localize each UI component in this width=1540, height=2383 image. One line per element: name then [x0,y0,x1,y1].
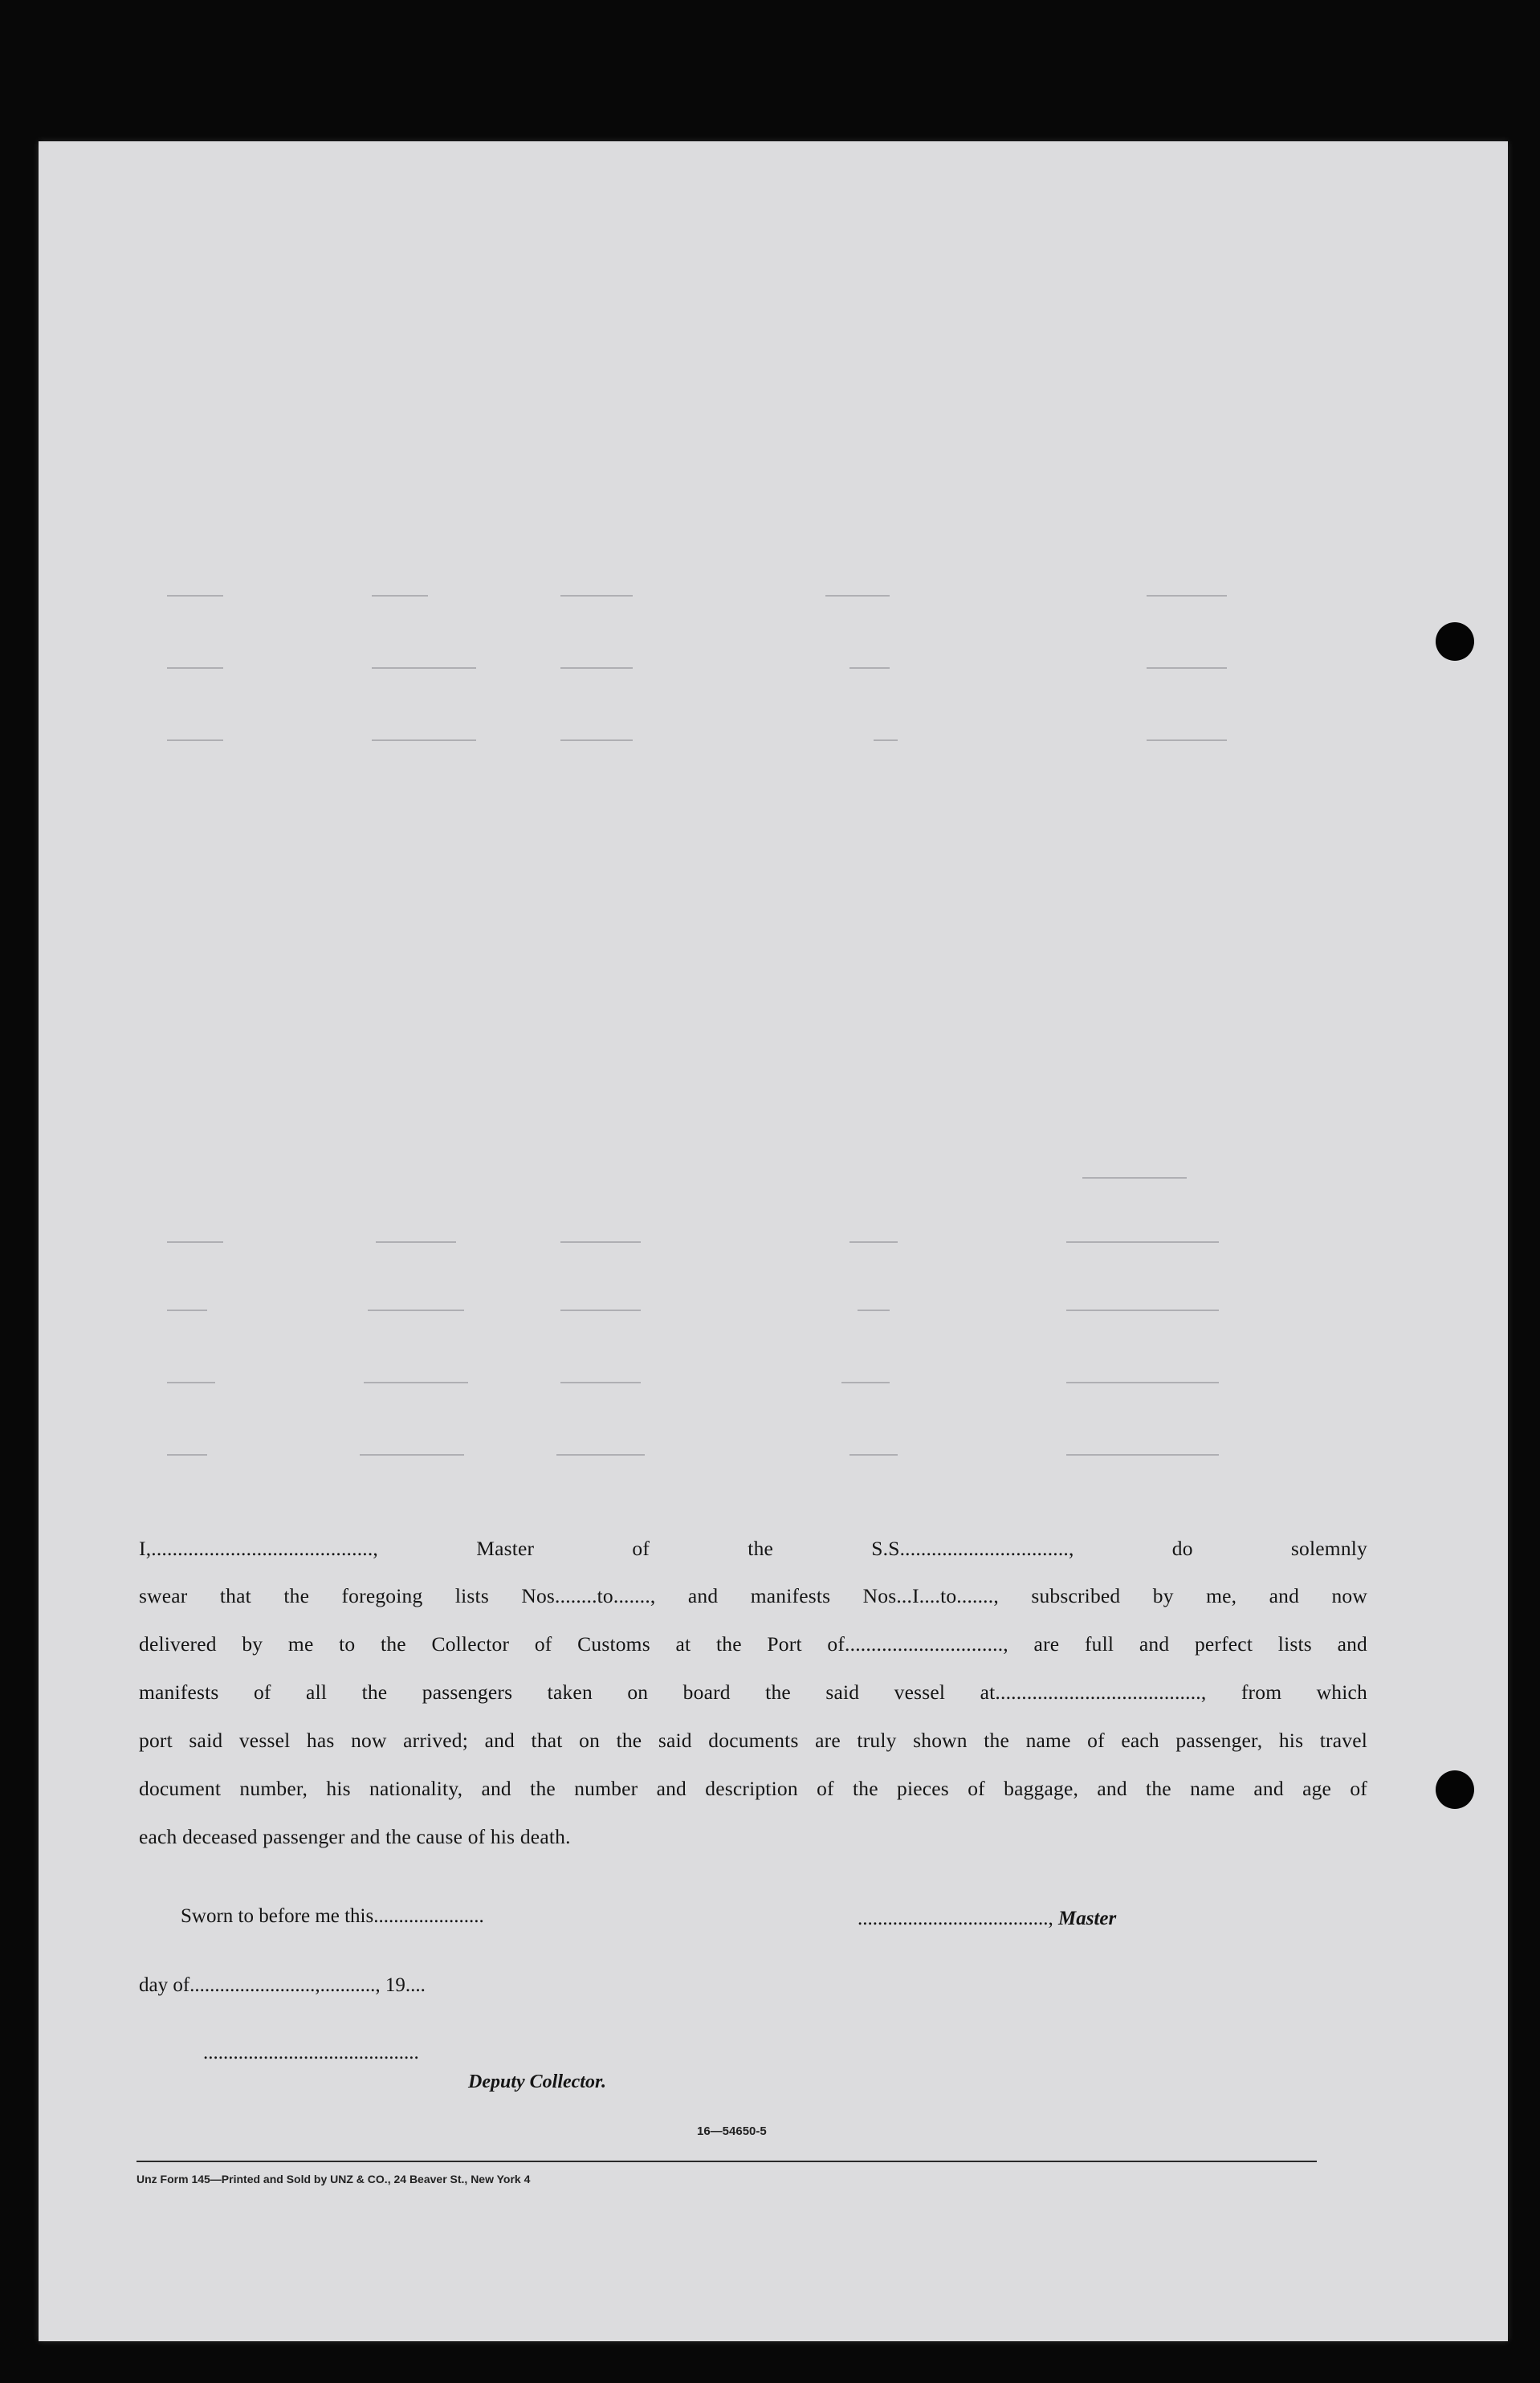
bleed-through-mark [167,595,223,597]
bleed-through-mark [167,667,223,669]
oath-line-6: document number, his nationality, and the number and description of the pieces of baggage, and the name and age of [139,1777,1367,1800]
oath-line-4: manifests of all the passengers taken on board the said vessel at......................................., from which [139,1680,1367,1704]
document-page [39,141,1508,2341]
day-of-line: day of.........................,..........., 19.... [139,1974,426,1996]
oath-line-1: I,.........................................., Master of the S.S................................, do solemnly [139,1537,1367,1560]
oath-line-2: swear that the foregoing lists Nos........to......., and manifests Nos...I....to......., subscribed by me, and now [139,1584,1367,1607]
bleed-through-mark [825,595,890,597]
bleed-through-mark [1066,1241,1219,1243]
punch-hole [1436,1770,1474,1809]
bleed-through-mark [560,595,633,597]
bleed-through-mark [364,1382,468,1383]
bleed-through-mark [368,1310,464,1311]
bleed-through-mark [849,1454,898,1456]
bleed-through-mark [849,667,890,669]
bleed-through-mark [560,1310,641,1311]
oath-line-3: delivered by me to the Collector of Customs at the Port of.............................., are full and perfect lists and [139,1632,1367,1656]
bleed-through-mark [167,1310,207,1311]
bleed-through-mark [560,1241,641,1243]
footer-divider [136,2161,1317,2162]
form-footer: Unz Form 145—Printed and Sold by UNZ & CO., 24 Beaver St., New York 4 [136,2173,531,2185]
bleed-through-mark [360,1454,464,1456]
bleed-through-mark [849,1241,898,1243]
bleed-through-mark [1147,595,1227,597]
bleed-through-mark [1147,739,1227,741]
oath-line-5: port said vessel has now arrived; and that on the said documents are truly shown the name of each passenger, his travel [139,1729,1367,1752]
bleed-through-mark [1066,1382,1219,1383]
master-dots: ......................................, [858,1908,1053,1929]
bleed-through-mark [1082,1177,1187,1179]
bleed-through-mark [167,1454,207,1456]
bleed-through-mark [372,739,476,741]
bleed-through-mark [556,1454,645,1456]
deputy-collector-dots: ........................................... [203,2042,419,2063]
bleed-through-mark [1066,1310,1219,1311]
bleed-through-mark [841,1382,890,1383]
bleed-through-mark [858,1310,890,1311]
master-label: Master [1058,1908,1117,1929]
bleed-through-mark [560,739,633,741]
bleed-through-mark [874,739,898,741]
bleed-through-mark [1066,1454,1219,1456]
bleed-through-mark [560,1382,641,1383]
bleed-through-mark [167,1382,215,1383]
bleed-through-mark [560,667,633,669]
punch-hole [1436,622,1474,661]
bleed-through-mark [376,1241,456,1243]
deputy-collector-label: Deputy Collector. [468,2071,606,2092]
bleed-through-mark [167,1241,223,1243]
sworn-text: Sworn to before me this...................... [181,1905,484,1927]
bleed-through-mark [1147,667,1227,669]
bleed-through-mark [167,739,223,741]
bleed-through-mark [372,595,428,597]
form-serial-number: 16—54650-5 [697,2124,767,2138]
master-signature-line [858,1908,1116,1930]
oath-line-7: each deceased passenger and the cause of his death. [139,1825,571,1848]
bleed-through-mark [372,667,476,669]
